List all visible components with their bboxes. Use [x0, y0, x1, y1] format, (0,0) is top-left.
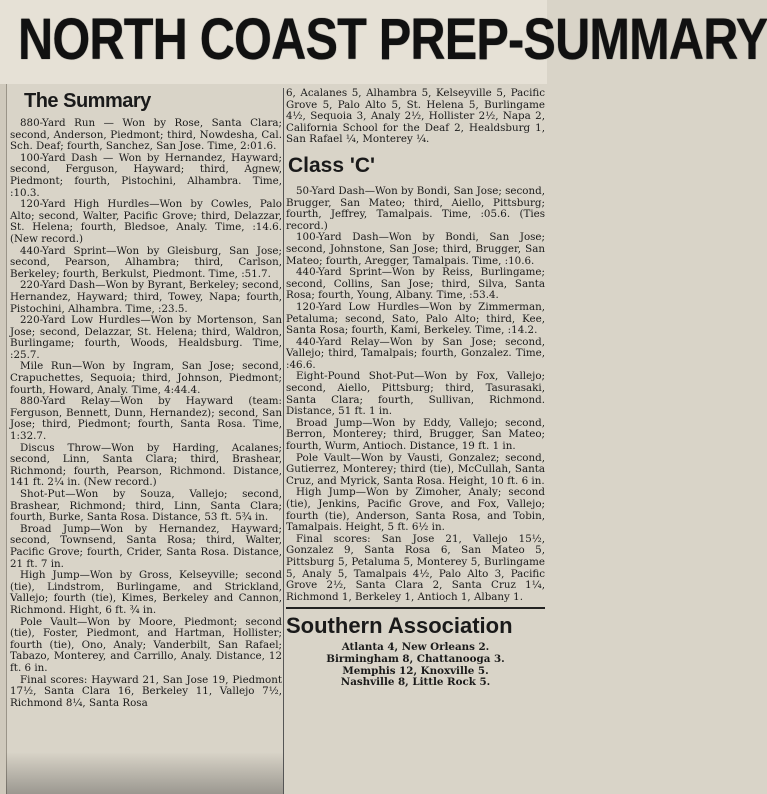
result-paragraph: Mile Run—Won by Ingram, San Jose; second, Crapuchettes, Sequoia; third, Johnson, Piedmont; fourth, Howard, Analy. Time, 4:44.4.	[10, 360, 282, 396]
result-paragraph: 880-Yard Relay—Won by Hayward (team: Ferguson, Bennett, Dunn, Hernandez); second, San Jose; third, Piedmont; fourth, Santa Rosa. Time, 1:32.7.	[10, 395, 282, 443]
score-line: Memphis 12, Knoxville 5.	[342, 664, 489, 677]
result-paragraph: Broad Jump—Won by Eddy, Vallejo; second, Berron, Monterey; third, Brugger, San Mateo; fourth, Wurm, Antioch. Distance, 19 ft. 1 in.	[286, 416, 545, 453]
score-line: Nashville 8, Little Rock 5.	[340, 676, 491, 689]
headline-banner	[0, 0, 767, 84]
right-column	[286, 88, 545, 792]
result-paragraph: 220-Yard Low Hurdles—Won by Mortenson, San Jose; second, Delazzar, St. Helena; third, Waldron, Burlingame; fourth, Woods, Healdsburg. Time, :25.7.	[10, 314, 282, 361]
result-paragraph: 120-Yard Low Hurdles—Won by Zimmerman, Petaluma; second, Sato, Palo Alto; third, Kee, Santa Rosa; fourth, Kami, Berkeley. Time, :14.2.	[286, 300, 545, 337]
result-paragraph: 880-Yard Run — Won by Rose, Santa Clara; second, Anderson, Piedmont; third, Nowdesha, Cal. Sch. Deaf; fourth, Sanchez, San Jose. Time, 2:01.6.	[10, 117, 282, 153]
section-heading-class-c: Class 'C'	[288, 153, 376, 177]
result-paragraph: High Jump—Won by Zimoher, Analy; second (tie), Jenkins, Pacific Grove, and Fox, Vallejo; fourth (tie), Anderson, Santa Rosa, and Tobin, Tamalpais. Height, 5 ft. 6½ in.	[286, 486, 545, 534]
score-line: Atlanta 4, New Orleans 2.	[341, 641, 490, 654]
column-divider	[283, 88, 284, 794]
result-paragraph: 120-Yard High Hurdles—Won by Cowles, Palo Alto; second, Walter, Pacific Grove; third, Delazzar, St. Helena; fourth, Bledsoe, Analy. Time, :14.6. (New record.)	[10, 198, 282, 245]
result-paragraph: 220-Yard Dash—Won by Byrant, Berkeley; second, Hernandez, Hayward; third, Towey, Napa; fourth, Pistochini, Alhambra. Time, :23.5.	[10, 279, 282, 315]
result-paragraph: Discus Throw—Won by Harding, Acalanes; second, Linn, Santa Clara; third, Brashear, Richmond; fourth, Pearson, Richmond. Distance, 141 ft. 2¼ in. (New record.)	[10, 441, 282, 489]
result-paragraph: Pole Vault—Won by Moore, Piedmont; second (tie), Foster, Piedmont, and Hartman, Hollister; fourth (tie), Ono, Analy; Vanderbilt, San Rafael; Tabazo, Monterey, and Carrillo, Analy. Distance, 12 ft. 6 in.	[10, 615, 282, 674]
final-scores-paragraph: Final scores: San Jose 21, Vallejo 15½, Gonzalez 9, Santa Rosa 6, San Mateo 5, Pittsburg 5, Petaluma 5, Monterey 5, Burlingame 5, Analy 5, Tamalpais 4½, Palo Alto 3, Pacific Grove 2½, Santa Clara 2, Santa Cruz 1¼, Richmond 1, Berkeley 1, Antioch 1, Albany 1.	[286, 532, 545, 603]
result-paragraph: High Jump—Won by Gross, Kelseyville; second (tie), Lindstrom, Burlingame, and Strickland, Vallejo; fourth (tie), Kimes, Berkeley and Cannon, Richmond. Hight, 6 ft. ¾ in.	[10, 569, 282, 616]
section-heading-southern-association: Southern Association	[286, 607, 545, 639]
result-paragraph: 440-Yard Sprint—Won by Gleisburg, San Jose; second, Pearson, Alhambra; third, Carlson, Berkeley; fourth, Berkulst, Piedmont. Time, :51.7.	[10, 244, 282, 280]
result-paragraph: Shot-Put—Won by Souza, Vallejo; second, Brashear, Richmond; third, Linn, Santa Clara; fourth, Burke, Santa Rosa. Distance, 53 ft. 5¾ in.	[10, 488, 282, 524]
headline: NORTH COAST PREP-SUMMARY	[18, 7, 767, 72]
section-heading-summary: The Summary	[24, 90, 151, 112]
result-paragraph: Pole Vault—Won by Vausti, Gonzalez; second, Gutierrez, Monterey; third (tie), McCullah, Santa Cruz, and Myrick, Santa Rosa. Height, 10 ft. 6 in.	[286, 451, 545, 487]
result-paragraph: 440-Yard Relay—Won by San Jose; second, Vallejo; third, Tamalpais; fourth, Gonzalez. Time, :46.6.	[286, 335, 545, 371]
page-gutter	[0, 84, 7, 794]
result-paragraph: 100-Yard Dash—Won by Bondi, San Jose; second, Johnstone, San Jose; third, Brugger, San Mateo; fourth, Aregger, Tamalpais. Time, :10.6.	[286, 231, 545, 267]
continued-scores: 6, Acalanes 5, Alhambra 5, Kelseyville 5, Pacific Grove 5, Palo Alto 5, St. Helena 5, Burlingame 4½, Sequoia 3, Analy 2½, Hollister 2½, Napa 2, California School for the Deaf 2, Healdsburg 1, San Rafael ¼, Monterey ¼.	[286, 87, 545, 146]
left-column	[10, 88, 282, 792]
result-paragraph: 440-Yard Sprint—Won by Reiss, Burlingame; second, Collins, San Jose; third, Silva, Santa Rosa; fourth, Young, Albany. Time, :53.4.	[286, 266, 545, 302]
score-line: Birmingham 8, Chattanooga 3.	[326, 652, 505, 665]
result-paragraph: 50-Yard Dash—Won by Bondi, San Jose; second, Brugger, San Mateo; third, Aiello, Pittsburg; fourth, Jeffrey, Tamalpais. Time, :05.6. (Ties record.)	[286, 184, 545, 232]
result-paragraph: Broad Jump—Won by Hernandez, Hayward; second, Townsend, Santa Rosa; third, Walter, Pacific Grove; fourth, Crider, Santa Rosa. Distance, 21 ft. 7 in.	[10, 522, 282, 570]
result-paragraph: 100-Yard Dash — Won by Hernandez, Hayward; second, Ferguson, Hayward; third, Agnew, Piedmont; fourth, Pistochini, Alhambra. Time, :10.3.	[10, 151, 282, 199]
result-paragraph: Eight-Pound Shot-Put—Won by Fox, Vallejo; second, Aiello, Pittsburg; third, Tasurasaki, Santa Clara; fourth, Sullivan, Richmond. Distance, 51 ft. 1 in.	[286, 370, 545, 418]
final-scores-paragraph: Final scores: Hayward 21, San Jose 19, Piedmont 17½, Santa Clara 16, Berkeley 11, Vallejo 7½, Richmond 8¼, Santa Rosa	[10, 673, 282, 709]
